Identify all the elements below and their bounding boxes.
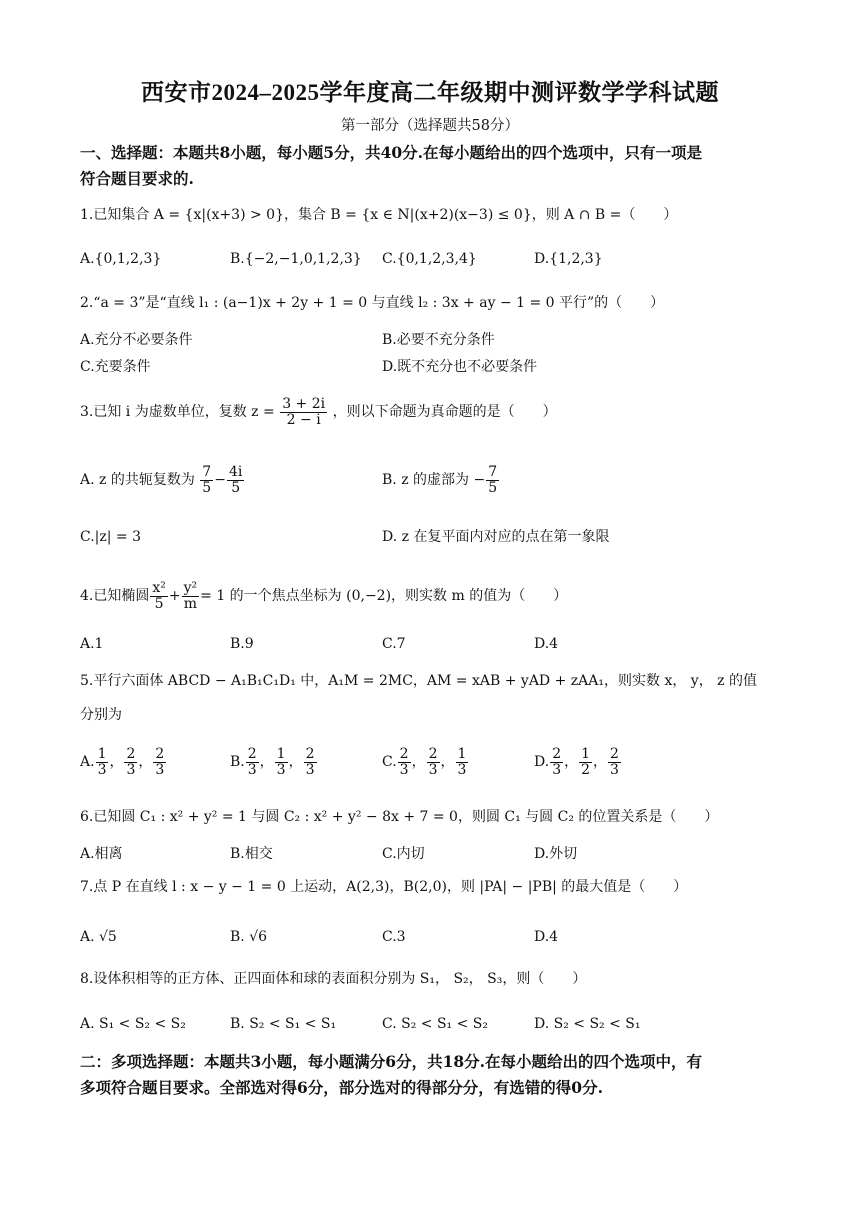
frac-den: 3 [457,761,467,778]
frac-num: 7 [488,463,498,480]
frac-num: 4i [228,463,243,480]
question-6-option-b: B.相交 [230,846,273,862]
question-7-option-b: B. √6 [230,929,268,945]
frac-den: 3 [428,761,438,778]
question-3-option-a-pre: A. z 的共轭复数为 [80,472,195,488]
question-1-option-b: B.{−2,−1,0,1,2,3} [230,251,362,267]
question-3-option-b [382,460,500,500]
question-8-stem: 8.设体积相等的正方体、正四面体和球的表面积分别为 S₁， S₂， S₃，则（ ） [80,971,587,987]
frac [550,747,563,777]
frac-den: 3 [610,761,619,778]
question-3-stem [80,392,785,432]
question-4-option-b: B.9 [230,636,254,652]
option-label: A. [80,754,95,770]
question-4-option-c: C.7 [382,636,406,652]
section-heading-1-line1: 一、选择题：本题共8小题，每小题5分，共40分.在每小题给出的四个选项中，只有一项是 [80,143,703,162]
question-4-option-a: A.1 [80,636,104,652]
question-4-stem-post: = 1 的一个焦点坐标为 (0,−2)，则实数 m 的值为（ ） [200,588,568,604]
question-1-option-d: D.{1,2,3} [534,251,603,267]
question-1-option-c: C.{0,1,2,3,4} [382,251,477,267]
frac [304,747,317,777]
frac [96,747,109,777]
frac [246,747,259,777]
question-5-option-d: D. $\frac{2}{3}$ ， $\frac{1}{2}$ ， $\frac{2}{3}$ [534,745,619,778]
frac [608,747,621,777]
frac [398,747,411,777]
question-3-option-b-frac [486,465,499,495]
question-8-option-c: C. S₂ < S₁ < S₂ [382,1016,488,1032]
question-8-option-d: D. S₂ < S₂ < S₁ [534,1016,641,1032]
frac-den: 5 [488,479,498,496]
frac-den: 3 [247,761,257,778]
frac-den: 3 [399,761,409,778]
section-heading-1-line2: 符合题目要求的. [80,169,194,188]
question-4-frac-x [150,581,168,611]
frac-num: 1 [581,745,591,762]
question-4-stem [80,574,785,618]
page-title: 西安市2024–2025学年度高二年级期中测评数学学科试题 [141,80,719,105]
frac-num: 2 [155,745,165,762]
question-1-option-a: A.{0,1,2,3} [80,251,162,267]
question-8-option-b: B. S₂ < S₁ < S₁ [230,1016,337,1032]
question-8-option-a: A. S₁ < S₂ < S₂ [80,1016,186,1032]
question-3-stem-post: ，则以下命题为真命题的是（ ） [332,404,557,420]
question-3-option-c: C.|z| = 3 [80,529,142,545]
question-4-frac-y [182,581,200,611]
frac-den: 5 [202,479,212,496]
frac [427,747,440,777]
frac [124,747,137,777]
question-2-option-b: B.必要不充分条件 [382,332,495,348]
frac-num: x² [152,579,166,596]
frac [275,747,288,777]
option-label: D. [534,754,550,770]
frac-den: m [183,595,198,612]
frac-num: 2 [610,745,619,762]
question-3-option-a [80,460,245,500]
minus-sign: − [214,472,226,488]
question-7-option-d: D.4 [534,929,559,945]
section-heading-1 [80,140,785,192]
frac-num: 2 [428,745,438,762]
frac-num: 1 [457,745,467,762]
question-3-option-a-frac2 [227,465,244,495]
question-7-option-c: C.3 [382,929,406,945]
question-6-option-a: A.相离 [80,846,123,862]
question-2-option-d: D.既不充分也不必要条件 [382,359,538,375]
frac-den: 3 [276,761,286,778]
question-2-option-a: A.充分不必要条件 [80,332,193,348]
question-5-option-b: B. $\frac{2}{3}$ ， $\frac{1}{3}$ ， $\frac{2}{3}$ [230,745,315,778]
frac-den: 3 [97,761,107,778]
frac-num: 2 [247,745,257,762]
question-2-option-c: C.充要条件 [80,359,151,375]
section-heading-2-line2: 多项符合题目要求。全部选对得6分，部分选对的得部分分，有选错的得0分. [80,1078,603,1097]
question-6-stem: 6.已知圆 C₁ : x² + y² = 1 与圆 C₂ : x² + y² − 8x + 7 = 0，则圆 C₁ 与圆 C₂ 的位置关系是（ ） [80,809,719,825]
question-4-option-d: D.4 [534,636,559,652]
question-5-stem-line1: 5.平行六面体 ABCD − A₁B₁C₁D₁ 中，A₁M = 2MC，AM = xAB + yAD + zAA₁，则实数 x， y， z 的值 [80,673,757,689]
frac-den: 5 [154,595,164,612]
part-subtitle: 第一部分（选择题共58分） [341,118,519,134]
question-3-option-a-frac1 [200,465,213,495]
question-3-option-b-pre: B. z 的虚部为 − [382,472,486,488]
frac-num: 2 [126,745,136,762]
question-7-stem: 7.点 P 在直线 l : x − y − 1 = 0 上运动，A(2,3)，B(2,0)，则 |PA| − |PB| 的最大值是（ ） [80,879,688,895]
frac-den: 3 [155,761,165,778]
question-3-fraction-num: 3 + 2i [282,395,326,412]
frac-num: 2 [305,745,315,762]
question-3-stem-pre: 3.已知 i 为虚数单位，复数 z = [80,404,275,420]
frac-den: 2 [581,761,591,778]
question-1-stem: 1.已知集合 A = {x|(x+3) > 0}，集合 B = {x ∈ N|(x+2)(x−3) ≤ 0}，则 A ∩ B =（ ） [80,207,678,223]
question-3-option-d: D. z 在复平面内对应的点在第一象限 [382,529,610,545]
frac [579,747,592,777]
frac-den: 3 [552,761,562,778]
question-6-option-d: D.外切 [534,846,578,862]
option-label: C. [382,754,397,770]
frac-num: 2 [552,745,562,762]
frac-num: 1 [97,745,107,762]
question-5-option-c: C. $\frac{2}{3}$ ， $\frac{2}{3}$ ， $\frac{1}{3}$ [382,745,467,778]
section-heading-2-line1: 二：多项选择题：本题共3小题，每小题满分6分，共18分.在每小题给出的四个选项中，有 [80,1052,703,1071]
section-heading-2 [80,1049,785,1101]
frac-num: 2 [399,745,409,762]
frac-den: 5 [231,479,241,496]
option-label: B. [230,754,245,770]
frac-num: 1 [276,745,286,762]
frac-den: 3 [126,761,136,778]
question-7-option-a: A. √5 [80,929,117,945]
question-5-stem-line2: 分别为 [80,707,122,723]
frac [153,747,166,777]
plus-sign: + [168,588,181,604]
question-3-fraction-den: 2 − i [286,411,321,428]
frac-den: 3 [305,761,315,778]
frac-num: y² [183,579,198,596]
question-2-stem: 2.“a = 3”是“直线 l₁ : (a−1)x + 2y + 1 = 0 与直线 l₂ : 3x + ay − 1 = 0 平行”的（ ） [80,295,665,311]
question-4-stem-pre: 4.已知椭圆 [80,588,150,604]
question-3-fraction [280,397,327,427]
frac [456,747,469,777]
frac-num: 7 [202,463,212,480]
question-6-option-c: C.内切 [382,846,425,862]
question-5-option-a: A. $\frac{1}{3}$ ， $\frac{2}{3}$ ， $\frac{2}{3}$ [80,745,165,778]
